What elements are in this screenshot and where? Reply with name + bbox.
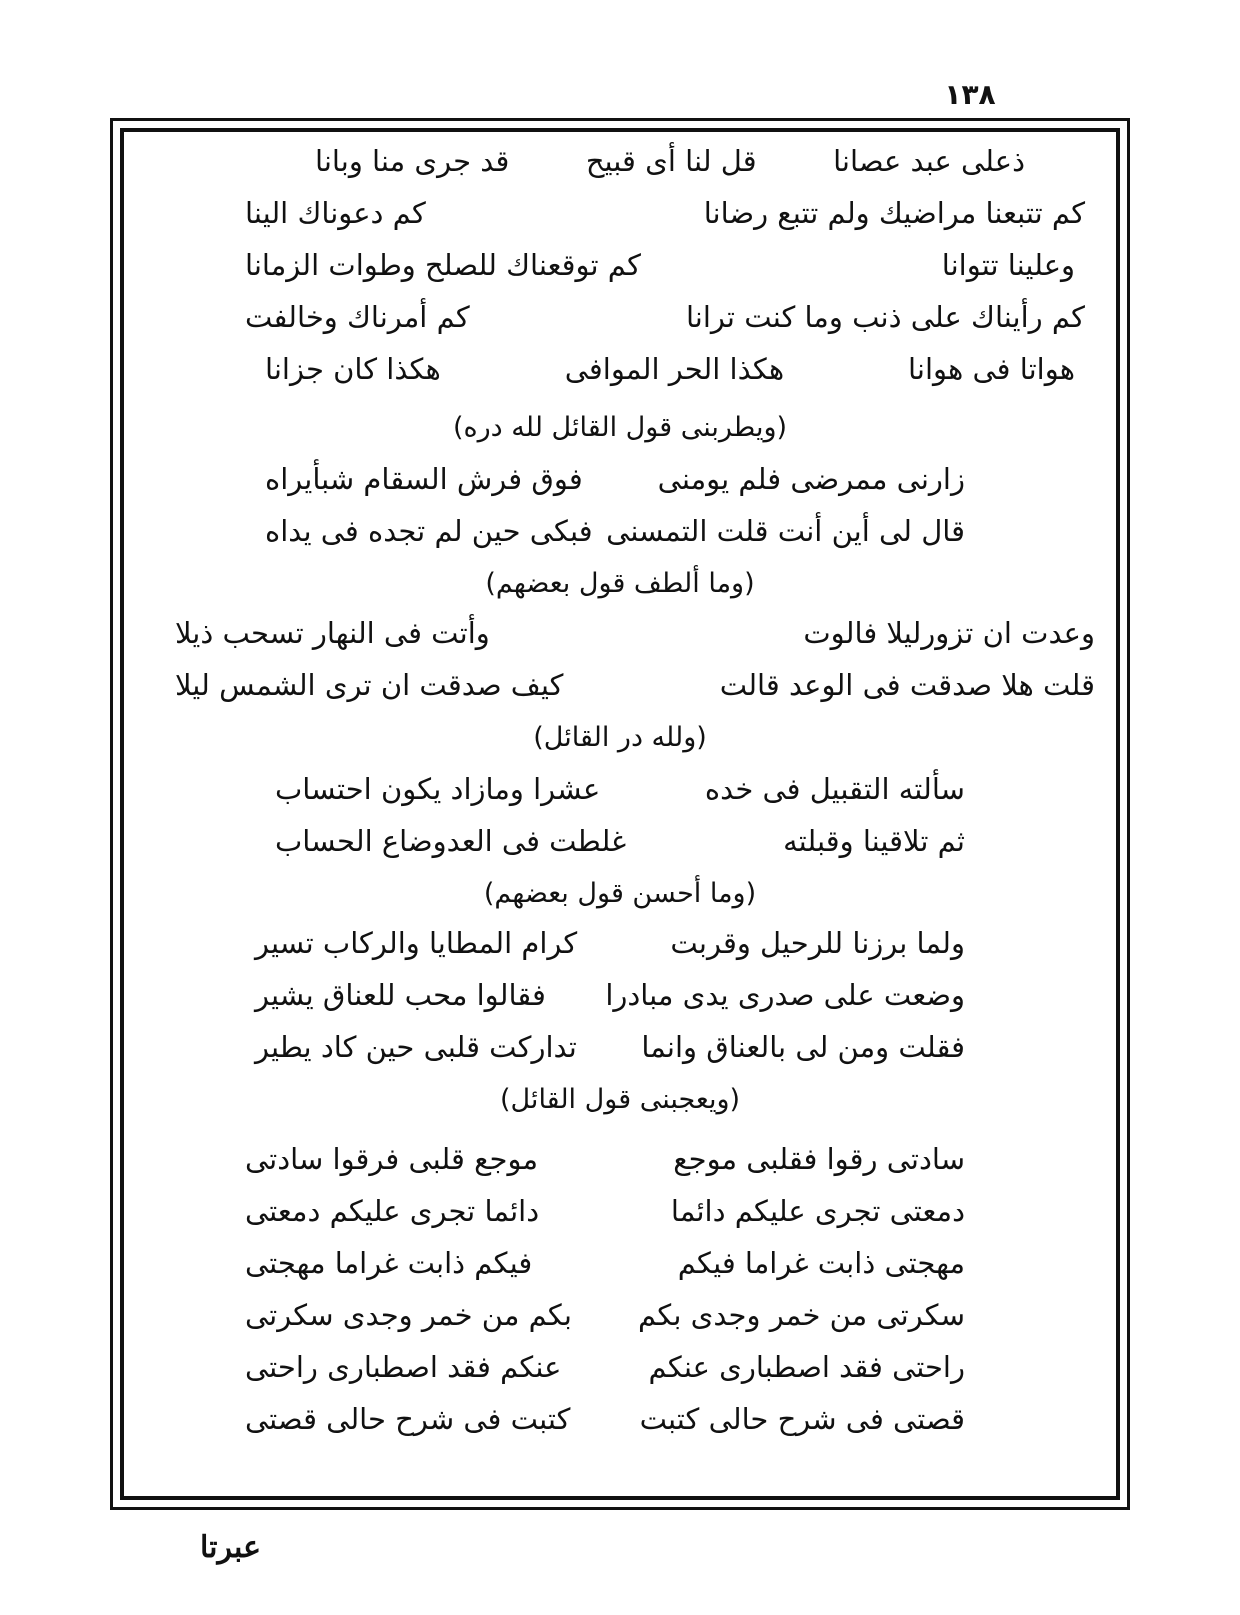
verse-part: وأتت فى النهار تسحب ذيلا [175,616,490,650]
verse-part: فبكى حين لم تجده فى يداه [265,514,593,548]
verse-part: غلطت فى العدوضاع الحساب [275,824,627,858]
verse-part: زارنى ممرضى فلم يومنى [657,462,965,496]
verse-part: فقالوا محب للعناق يشير [255,978,546,1012]
verse-line [275,815,965,867]
verse-part: بكم من خمر وجدى سكرتى [245,1298,572,1332]
verse-part: ولما برزنا للرحيل وقربت [670,926,965,960]
verse-part: هواتا فى هوانا [908,352,1075,386]
verse-part: هكذا الحر الموافى [564,352,785,386]
section-heading: (وما أحسن قول بعضهم) [483,878,757,909]
verse-part: فيكم ذابت غراما مهجتى [245,1246,533,1280]
verse-part: كم دعوناك الينا [245,196,426,230]
verse-part: كم رأيناك على ذنب وما كنت ترانا [685,300,1085,334]
section-heading: (ويطربنى قول القائل لله دره) [452,412,788,443]
verse-part: وعلينا تتوانا [941,248,1075,282]
verse-part: دمعتى تجرى عليكم دائما [670,1194,965,1228]
verse-part: فقلت ومن لى بالعناق وانما [641,1030,965,1064]
verse-line [275,763,965,815]
verse-line [315,135,1025,187]
verse-part: كم تتبعنا مراضيك ولم تتبع رضانا [703,196,1085,230]
section-heading: (ولله در القائل) [533,722,707,753]
verse-part: تداركت قلبى حين كاد يطير [255,1030,577,1064]
verse-part: كرام المطايا والركاب تسير [255,926,578,960]
verse-part: ثم تلاقينا وقبلته [783,824,965,858]
verse-part: قلت هلا صدقت فى الوعد قالت [719,668,1095,702]
page-text [125,135,1115,1495]
verse-part: كتبت فى شرح حالى قصتى [245,1402,571,1436]
section-heading: (وما ألطف قول بعضهم) [485,568,755,599]
verse-part: كم أمرناك وخالفت [245,300,470,334]
verse-part: وعدت ان تزورليلا فالوت [803,616,1095,650]
verse-part: ذعلى عبد عصانا [833,144,1025,178]
verse-line [245,187,1085,239]
verse-line [245,239,1075,291]
verse-line [265,453,965,505]
verse-line [255,917,965,969]
verse-part: راحتى فقد اصطبارى عنكم [648,1350,965,1384]
verse-part: سألته التقبيل فى خده [704,772,965,806]
verse-line [265,343,1075,395]
verse-part: عشرا ومازاد يكون احتساب [275,772,601,806]
verse-part: سكرتى من خمر وجدى بكم [638,1298,965,1332]
verse-line [245,1185,965,1237]
verse-line [175,659,1095,711]
verse-part: فوق فرش السقام شبأيراه [265,462,583,496]
verse-line [245,1341,965,1393]
verse-line [175,607,1095,659]
verse-part: قد جرى منا وبانا [315,144,510,178]
verse-part: هكذا كان جزانا [265,352,441,386]
verse-line [245,1237,965,1289]
verse-part: عنكم فقد اصطبارى راحتى [245,1350,562,1384]
verse-part: قال لى أين أنت قلت التمسنى [606,514,965,548]
verse-part: كم توقعناك للصلح وطوات الزمانا [245,248,641,282]
page-number: ١٣٨ [944,78,996,111]
verse-part: كيف صدقت ان ترى الشمس ليلا [175,668,564,702]
verse-line [245,1133,965,1185]
verse-line [245,291,1085,343]
verse-part: دائما تجرى عليكم دمعتى [245,1194,540,1228]
verse-part: سادتى رقوا فقلبى موجع [673,1142,965,1176]
verse-part: قصتى فى شرح حالى كتبت [639,1402,965,1436]
verse-line [245,1289,965,1341]
verse-part: موجع قلبى فرقوا سادتى [245,1142,538,1176]
verse-part: مهجتى ذابت غراما فيكم [677,1246,965,1280]
verse-line [245,1393,965,1445]
section-heading: (ويعجبنى قول القائل) [499,1084,741,1115]
verse-part: قل لنا أى قبيح [585,144,757,178]
verse-line [255,969,965,1021]
verse-line [265,505,965,557]
catchword-signature: عبرتا [200,1530,261,1565]
verse-part: وضعت على صدرى يدى مبادرا [605,978,965,1012]
verse-line [255,1021,965,1073]
